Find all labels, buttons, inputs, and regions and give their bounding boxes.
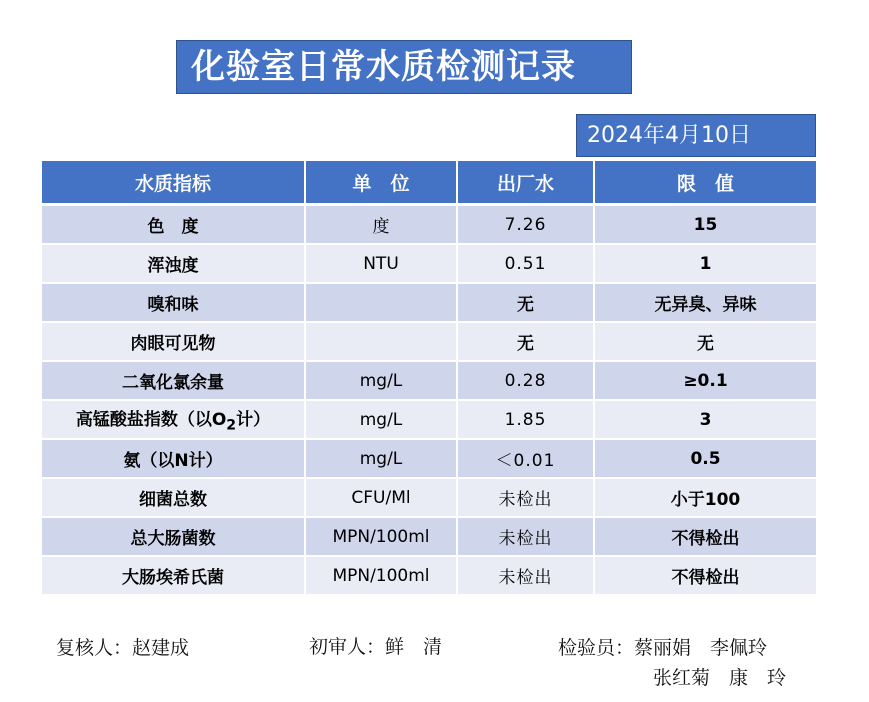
indicator-unit: mg/L — [305, 400, 457, 439]
indicator-name — [42, 400, 305, 439]
auditor-signature: 初审人：鲜 清 — [309, 636, 443, 658]
table-row — [42, 400, 816, 439]
indicator-name: 总大肠菌数 — [42, 517, 305, 556]
indicator-unit: mg/L — [305, 361, 457, 400]
outlet-value: 未检出 — [457, 556, 594, 595]
limit-value: 不得检出 — [594, 556, 816, 595]
indicator-unit — [305, 283, 457, 322]
limit-value: 无异臭、异味 — [594, 283, 816, 322]
table-row — [42, 205, 816, 245]
limit-value: 3 — [594, 400, 816, 439]
outlet-value: 0.28 — [457, 361, 594, 400]
inspector-signature: 检验员：蔡丽娟 李佩玲 — [558, 637, 768, 659]
table-row — [42, 322, 816, 361]
indicator-name-part: 高锰酸盐指数（以O — [75, 410, 227, 431]
table-row — [42, 517, 816, 556]
inspector-signature-line2: 张红菊 康 玲 — [653, 667, 787, 689]
indicator-name: 浑浊度 — [42, 244, 305, 283]
indicator-name-part: 计） — [236, 410, 271, 431]
indicator-name-subscript: 2 — [226, 417, 237, 434]
indicator-name: 肉眼可见物 — [42, 322, 305, 361]
reviewer-signature: 复核人：赵建成 — [56, 637, 190, 659]
indicator-unit: CFU/Ml — [305, 478, 457, 517]
limit-value: ≥0.1 — [594, 361, 816, 400]
table-row — [42, 244, 816, 283]
limit-value: 15 — [594, 205, 816, 245]
outlet-value: 7.26 — [457, 205, 594, 245]
limit-value: 1 — [594, 244, 816, 283]
header-outlet-water: 出厂水 — [457, 161, 594, 205]
outlet-value: 1.85 — [457, 400, 594, 439]
record-date: 2024年4月10日 — [576, 114, 816, 157]
indicator-unit: NTU — [305, 244, 457, 283]
indicator-unit: 度 — [305, 205, 457, 245]
indicator-unit: MPN/100ml — [305, 556, 457, 595]
limit-value: 小于100 — [594, 478, 816, 517]
indicator-name: 二氧化氯余量 — [42, 361, 305, 400]
table-row — [42, 478, 816, 517]
table-header-row — [42, 161, 816, 205]
header-limit: 限 值 — [594, 161, 816, 205]
table-row — [42, 556, 816, 595]
table-row — [42, 361, 816, 400]
indicator-name: 细菌总数 — [42, 478, 305, 517]
page-title: 化验室日常水质检测记录 — [176, 40, 632, 94]
outlet-value: 无 — [457, 283, 594, 322]
header-indicator: 水质指标 — [42, 161, 305, 205]
limit-value: 无 — [594, 322, 816, 361]
limit-value: 不得检出 — [594, 517, 816, 556]
outlet-value: 0.51 — [457, 244, 594, 283]
indicator-name: 大肠埃希氏菌 — [42, 556, 305, 595]
table-row — [42, 439, 816, 478]
table-row — [42, 283, 816, 322]
indicator-unit: mg/L — [305, 439, 457, 478]
outlet-value: 未检出 — [457, 478, 594, 517]
indicator-unit — [305, 322, 457, 361]
outlet-value: 未检出 — [457, 517, 594, 556]
outlet-value: ＜0.01 — [457, 439, 594, 478]
indicator-unit: MPN/100ml — [305, 517, 457, 556]
header-unit: 单 位 — [305, 161, 457, 205]
indicator-name: 色 度 — [42, 205, 305, 245]
limit-value: 0.5 — [594, 439, 816, 478]
water-quality-table — [42, 161, 816, 596]
indicator-name: 嗅和味 — [42, 283, 305, 322]
outlet-value: 无 — [457, 322, 594, 361]
indicator-name: 氨（以N计） — [42, 439, 305, 478]
